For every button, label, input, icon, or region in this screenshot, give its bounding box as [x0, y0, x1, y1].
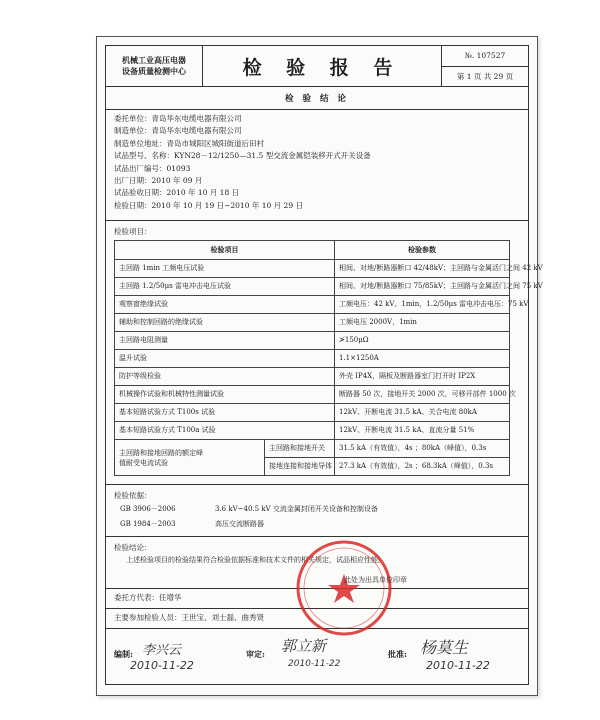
- approver-date: 2010-11-22: [426, 659, 490, 673]
- reviewer-label: 审定:: [246, 649, 265, 660]
- item-cell: 主回路电阻测量: [115, 332, 335, 350]
- issuer-block: [106, 46, 203, 86]
- split-label-line-1: 主回路和接地回路的额定峰: [119, 448, 203, 457]
- param-cell: 工频电压：42 kV、1min，1.2/50μs 雷电冲击电压：75 kV: [335, 296, 510, 314]
- param-cell: 断路器 50 次，接地开关 2000 次，可移开部件 1000 次: [335, 386, 510, 404]
- info-row: [114, 200, 528, 212]
- item-cell: 主回路 1.2/50μs 雷电冲击电压试验: [115, 278, 335, 296]
- page-count: 第 1 页 共 29 页: [456, 71, 514, 81]
- table-row: [115, 386, 510, 404]
- approver-label: 批准:: [388, 649, 407, 660]
- info-label: 试品验收日期：: [114, 188, 167, 198]
- column-header-item: 检验项目: [115, 241, 335, 260]
- table-row: [115, 440, 510, 458]
- stamp-note: 此处为出具单位印章: [344, 576, 407, 584]
- basis-list: [106, 502, 528, 532]
- approver-signature: 杨莫生: [420, 638, 469, 658]
- info-value: 2010 年 10 月 18 日: [166, 188, 240, 198]
- basis-item: [120, 517, 528, 532]
- info-row: [114, 125, 528, 137]
- item-cell: 基本短路试验方式 T100s 试验: [115, 404, 335, 422]
- item-cell: 辅助和控制回路的绝缘试验: [115, 314, 335, 332]
- participants-value: 王世宝、刘士磊、曲秀贤: [181, 613, 264, 623]
- param-cell: 工频电压 2000V，1min: [335, 314, 510, 332]
- report-title: 检 验 报 告: [242, 56, 402, 79]
- standard-desc: 高压交流断路器: [215, 520, 264, 529]
- witness-value: 任增华: [159, 593, 182, 603]
- info-value: 青岛华东电缆电器有限公司: [151, 114, 242, 123]
- info-label: 检验日期：: [114, 200, 152, 210]
- item-cell: 主回路 1min 工频电压试验: [115, 260, 335, 278]
- witness-label: 委托方代表：: [114, 593, 159, 603]
- sub-item-cell: 接地连接和接地导体: [265, 458, 335, 476]
- table-row: [115, 332, 510, 350]
- param-cell: 31.5 kA（有效值），4s ；80kA（峰值），0.3s: [335, 440, 510, 458]
- info-value: 2010 年 09 月: [151, 176, 203, 186]
- table-row: [115, 404, 510, 422]
- item-cell: 观察窗绝缘试验: [115, 296, 335, 314]
- test-items-table: [114, 240, 543, 476]
- info-label: 出厂日期：: [114, 176, 152, 186]
- basis-item: [120, 502, 528, 517]
- param-cell: 1.1×1250A: [335, 350, 510, 368]
- report-meta: [441, 46, 528, 86]
- param-cell: 12kV、开断电流 31.5 kA、直流分量 51%: [335, 422, 510, 440]
- reviewer-signature: 郭立新: [281, 637, 327, 656]
- editor-label: 编制:: [114, 649, 133, 660]
- info-row: [114, 113, 528, 125]
- info-value: 01093: [166, 163, 191, 173]
- item-cell: 防护等级检验: [115, 368, 335, 386]
- standard-code: GB 1984－2003: [120, 520, 176, 529]
- info-label: 制造单位：: [114, 126, 152, 136]
- item-cell: 温升试验: [115, 350, 335, 368]
- standard-code: GB 3906－2006: [120, 505, 176, 514]
- table-header-row: [115, 241, 510, 260]
- table-row: [115, 422, 510, 440]
- param-cell: 12kV、开断电流 31.5 kA、关合电流 80kA: [335, 404, 510, 422]
- info-value: 青岛市城阳区城阳街道后田村: [166, 138, 264, 148]
- split-label-line-2: 值耐受电流试验: [119, 458, 168, 467]
- items-title: 检验项目：: [114, 227, 152, 237]
- issuer-line-1: 机械工业高压电器: [122, 55, 186, 65]
- param-cell: 相间、对地/断路器断口 42/48kV；主回路与金属活门之间 42 kV: [335, 260, 510, 278]
- seal-stamp: [294, 538, 394, 638]
- issuer-line-2: 设备质量检测中心: [122, 66, 186, 76]
- info-row: [114, 187, 528, 199]
- info-value: 2010 年 10 月 19 日~2010 年 10 月 29 日: [151, 200, 303, 210]
- item-cell: 机械操作试验和机械特性测量试验: [115, 386, 335, 404]
- report-header: [105, 45, 529, 87]
- param-cell: 相间、对地/断路器断口 75/85kV；主回路与金属活门之间 75 kV: [335, 278, 510, 296]
- standard-desc: 3.6 kV~40.5 kV 交流金属封闭开关设备和控制设备: [215, 505, 378, 514]
- param-cell: ≯150μΩ: [335, 332, 510, 350]
- participants-label: 主要参加检验人员：: [114, 613, 182, 623]
- info-value: KYN28－12/1250—31.5 型交流金属铠装移开式开关设备: [174, 151, 371, 161]
- info-row: [114, 175, 528, 187]
- report-number: №. 107527: [442, 46, 528, 67]
- info-row: [114, 138, 528, 150]
- table-row: [115, 314, 510, 332]
- param-cell: 外壳 IP4X，隔板及断路器室门打开时 IP2X: [335, 368, 510, 386]
- info-label: 试品型号、名称：: [114, 151, 174, 161]
- table-row: [115, 350, 510, 368]
- item-cell: 基本短路试验方式 T100a 试验: [115, 422, 335, 440]
- table-row: [115, 260, 510, 278]
- sample-info: [106, 110, 528, 212]
- editor-signature: 李兴云: [142, 643, 182, 659]
- sub-item-cell: 主回路和接地开关: [265, 440, 335, 458]
- basis-title: 检验依据：: [114, 491, 152, 501]
- param-cell: 27.3 kA（有效值），2s ；68.3kA（峰值），0.3s: [335, 458, 510, 476]
- info-label: 制造单位地址：: [114, 138, 167, 148]
- table-row: [115, 368, 510, 386]
- column-header-params: 检验参数: [335, 241, 510, 260]
- table-row: [115, 296, 510, 314]
- conclusion-title: 检验结论：: [114, 543, 152, 553]
- info-label: 委托单位：: [114, 114, 152, 123]
- info-row: [114, 150, 528, 162]
- item-cell-split: [115, 440, 265, 476]
- section-title: 检 验 结 论: [106, 87, 528, 110]
- table-row: [115, 278, 510, 296]
- conclusion-text: 上述检验项目的检验结果符合检验依据标准和技术文件的相关规定，试品相应性能。: [126, 556, 385, 565]
- reviewer-date: 2010-11-22: [288, 659, 341, 670]
- info-value: 青岛华东电缆电器有限公司: [151, 126, 242, 136]
- editor-date: 2010-11-22: [130, 659, 194, 673]
- info-label: 试品出厂编号：: [114, 163, 167, 173]
- info-row: [114, 163, 528, 175]
